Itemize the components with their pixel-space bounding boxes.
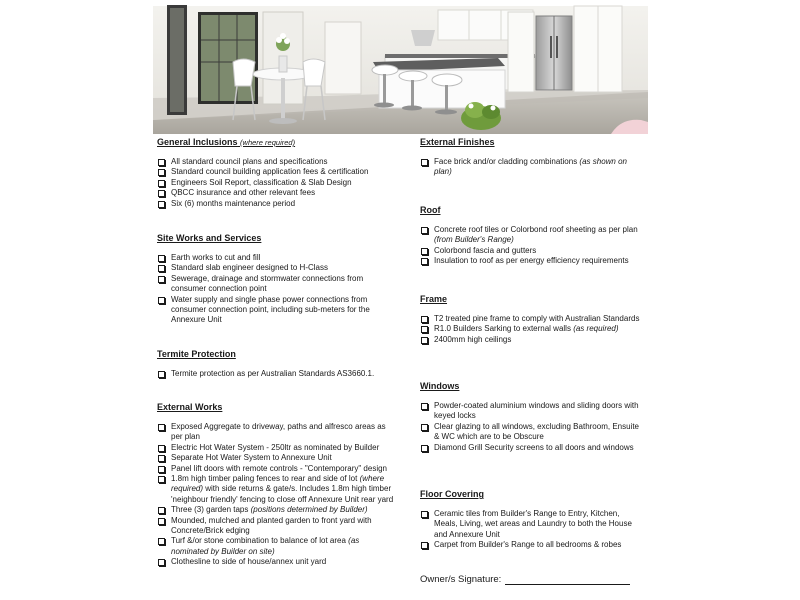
list-item: Mounded, mulched and planted garden to front yard with Concrete/Brick edging (157, 516, 397, 537)
list-item: Clear glazing to all windows, excluding Bathroom, Ensuite & WC which are to be Obscure (420, 422, 645, 443)
list-item: Concrete roof tiles or Colorbond roof sheeting as per plan (from Builder's Range) (420, 225, 645, 246)
section-title: Floor Covering (420, 489, 485, 499)
list-item: Exposed Aggregate to driveway, paths and alfresco areas as per plan (157, 422, 397, 443)
list-item: QBCC insurance and other relevant fees (157, 188, 397, 198)
section-title: Windows (420, 381, 460, 391)
checkbox-icon (421, 424, 428, 431)
list-item: Engineers Soil Report, classification & Slab Design (157, 178, 397, 188)
checkbox-icon (421, 511, 428, 518)
section-title: Termite Protection (157, 349, 236, 359)
section-frame (420, 294, 645, 345)
checkbox-icon (158, 445, 165, 452)
section-windows (420, 381, 645, 453)
checkbox-icon (158, 276, 165, 283)
checkbox-icon (158, 371, 165, 378)
section-title: Frame (420, 294, 448, 304)
section-roof (420, 205, 645, 267)
checkbox-icon (421, 542, 428, 549)
section-external-works (157, 402, 397, 568)
list-item: Powder-coated aluminium windows and sliding doors with keyed locks (420, 401, 645, 422)
list-item: Electric Hot Water System - 250ltr as nominated by Builder (157, 443, 397, 453)
checkbox-icon (158, 190, 165, 197)
section-title: Site Works and Services (157, 233, 262, 243)
signature-line[interactable] (505, 575, 630, 585)
checkbox-icon (158, 265, 165, 272)
section-title: General Inclusions (where required) (157, 137, 296, 147)
checkbox-icon (158, 538, 165, 545)
checkbox-icon (421, 248, 428, 255)
section-floor-covering (420, 489, 645, 551)
list-item: Carpet from Builder's Range to all bedrooms & robes (420, 540, 645, 550)
checkbox-icon (421, 258, 428, 265)
section-title: External Finishes (420, 137, 495, 147)
checkbox-icon (158, 159, 165, 166)
list-item: Face brick and/or cladding combinations (as shown on plan) (420, 157, 645, 178)
checkbox-icon (158, 476, 165, 483)
list-item: Six (6) months maintenance period (157, 199, 397, 209)
checkbox-icon (421, 445, 428, 452)
list-item: 1.8m high timber paling fences to rear and side of lot (where required) with side returns & gate/s. Includes 1.8m high timber 'neighbour friendly' fencing to close off Annexure Unit rear yard (157, 474, 397, 505)
checkbox-icon (158, 455, 165, 462)
kitchen-photo (153, 0, 648, 134)
list-item: Ceramic tiles from Builder's Range to Entry, Kitchen, Meals, Living, wet areas and Laundry to both the House and Annexure Unit (420, 509, 645, 540)
list-item: Water supply and single phase power connections from consumer connection point, including sub-meters for the Annexure Unit (157, 295, 397, 326)
section-termite-protection (157, 349, 397, 379)
section-title: External Works (157, 402, 223, 412)
list-item: Turf &/or stone combination to balance of lot area (as nominated by Builder on site) (157, 536, 397, 557)
list-item: R1.0 Builders Sarking to external walls (as required) (420, 324, 645, 334)
list-item: All standard council plans and specifications (157, 157, 397, 167)
checkbox-icon (158, 518, 165, 525)
signature-label: Owner/s Signature: (420, 574, 502, 585)
owner-signature (420, 574, 630, 585)
list-item: Earth works to cut and fill (157, 253, 397, 263)
list-item: Panel lift doors with remote controls - "Contemporary" design (157, 464, 397, 474)
checkbox-icon (158, 201, 165, 208)
list-item: Colorbond fascia and gutters (420, 246, 645, 256)
checkbox-icon (158, 466, 165, 473)
section-site-works (157, 233, 397, 326)
list-item: Separate Hot Water System to Annexure Unit (157, 453, 397, 463)
list-item: Three (3) garden taps (positions determined by Builder) (157, 505, 397, 515)
checkbox-icon (421, 337, 428, 344)
checkbox-icon (421, 326, 428, 333)
list-item: Clothesline to side of house/annex unit yard (157, 557, 397, 567)
section-title: Roof (420, 205, 441, 215)
list-item: Standard council building application fees & certification (157, 167, 397, 177)
list-item: 2400mm high ceilings (420, 335, 645, 345)
checkbox-icon (158, 559, 165, 566)
section-external-finishes (420, 137, 645, 178)
checkbox-icon (158, 297, 165, 304)
list-item: Standard slab engineer designed to H-Class (157, 263, 397, 273)
checkbox-icon (158, 507, 165, 514)
checkbox-icon (158, 169, 165, 176)
checkbox-icon (421, 403, 428, 410)
checkbox-icon (158, 424, 165, 431)
list-item: Insulation to roof as per energy efficiency requirements (420, 256, 645, 266)
checkbox-icon (421, 227, 428, 234)
checkbox-icon (158, 180, 165, 187)
list-item: T2 treated pine frame to comply with Australian Standards (420, 314, 645, 324)
checkbox-icon (421, 159, 428, 166)
list-item: Termite protection as per Australian Standards AS3660.1. (157, 369, 397, 379)
list-item: Diamond Grill Security screens to all doors and windows (420, 443, 645, 453)
checkbox-icon (158, 255, 165, 262)
section-general-inclusions (157, 137, 397, 209)
list-item: Sewerage, drainage and stormwater connections from consumer connection point (157, 274, 397, 295)
checkbox-icon (421, 316, 428, 323)
